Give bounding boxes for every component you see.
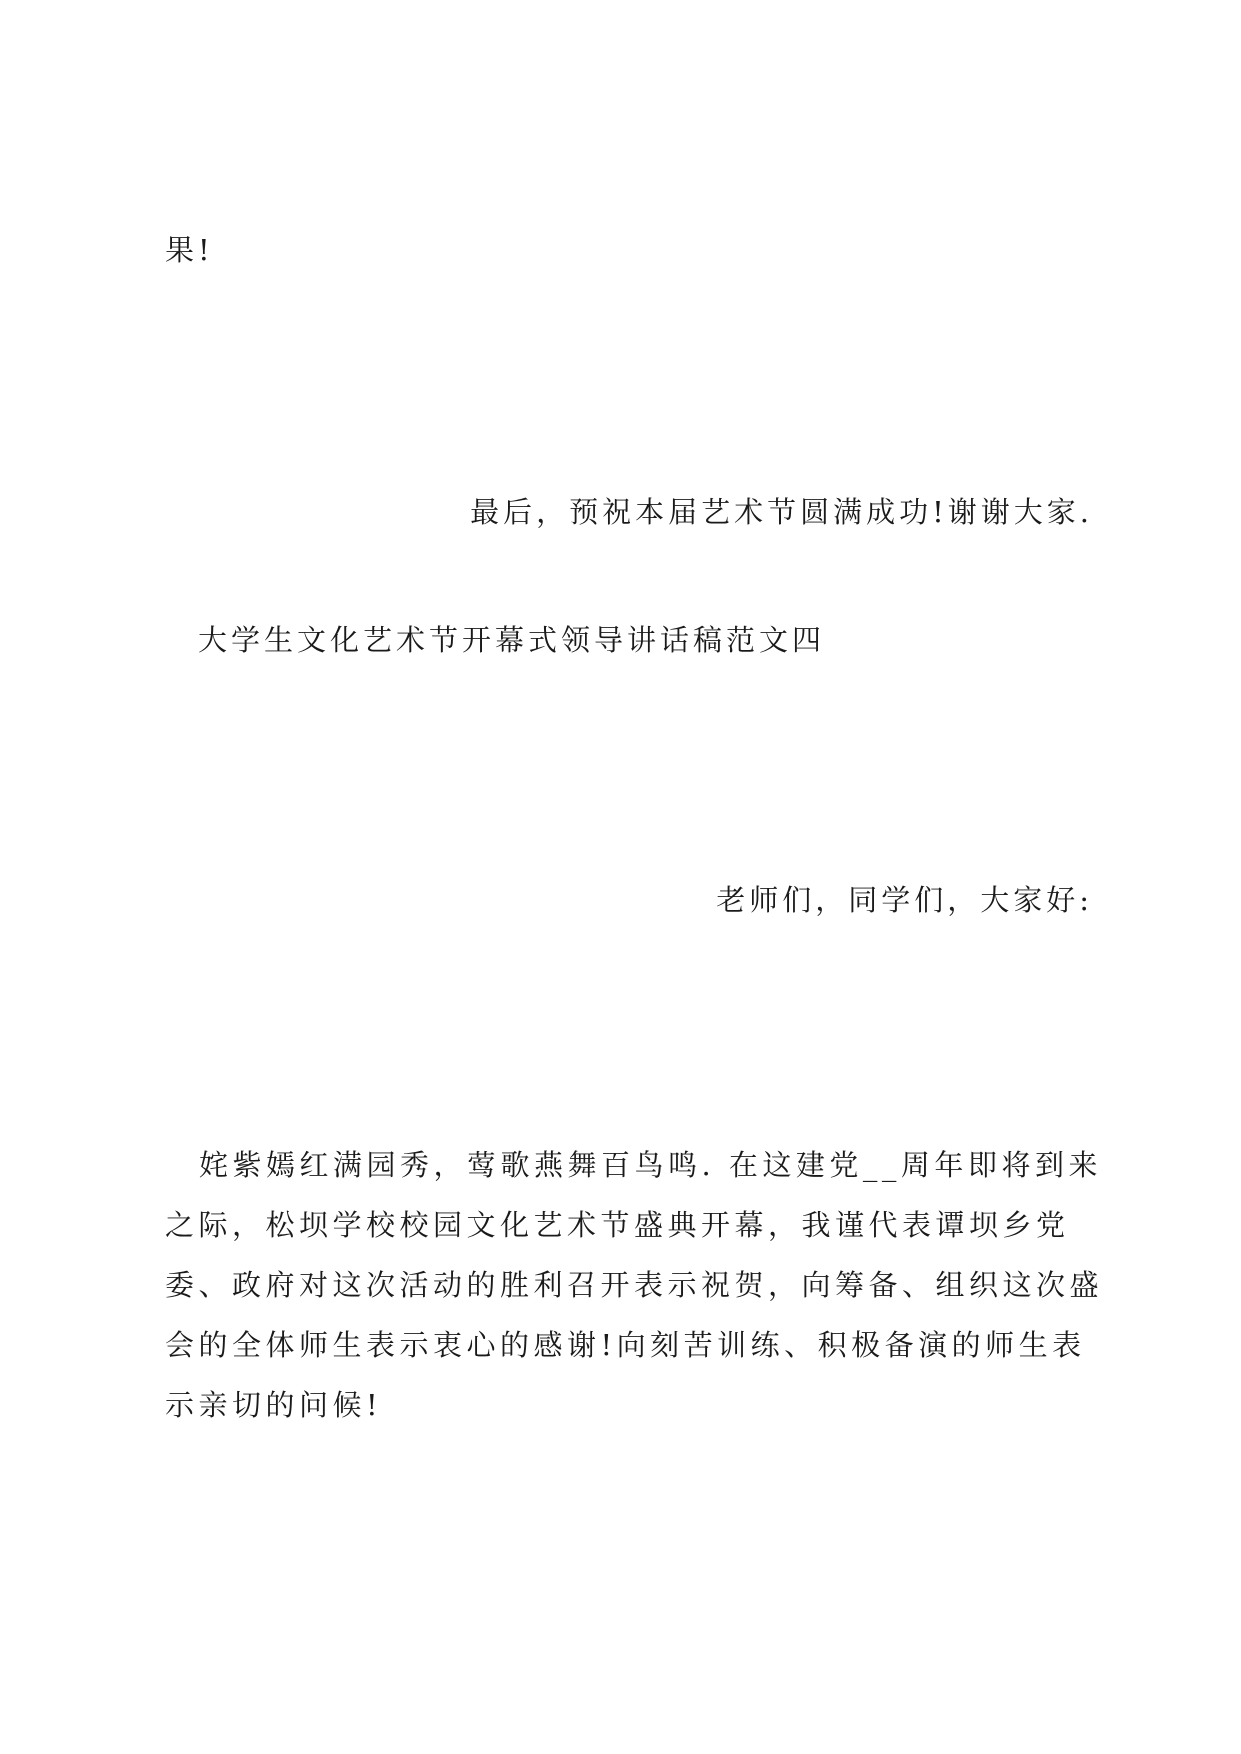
- paragraph-line: 委、政府对这次活动的胜利召开表示祝贺，向筹备、组织这次盛: [165, 1268, 1104, 1302]
- paragraph-line: 之际，松坝学校校园文化艺术节盛典开幕，我谨代表谭坝乡党: [165, 1208, 1070, 1242]
- paragraph-line: 姹紫嫣红满园秀，莺歌燕舞百鸟鸣. 在这建党__周年即将到来: [199, 1148, 1102, 1182]
- greeting-line: 老师们，同学们，大家好:: [716, 883, 1093, 917]
- closing-line: 最后，预祝本届艺术节圆满成功!谢谢大家.: [470, 495, 1093, 529]
- body-paragraph: [165, 1135, 1105, 1435]
- continuation-line: 果!: [165, 233, 214, 267]
- paragraph-line: 会的全体师生表示衷心的感谢!向刻苦训练、积极备演的师生表: [165, 1328, 1086, 1362]
- paragraph-line: 示亲切的问候!: [165, 1388, 383, 1422]
- section-heading: 大学生文化艺术节开幕式领导讲话稿范文四: [198, 623, 826, 657]
